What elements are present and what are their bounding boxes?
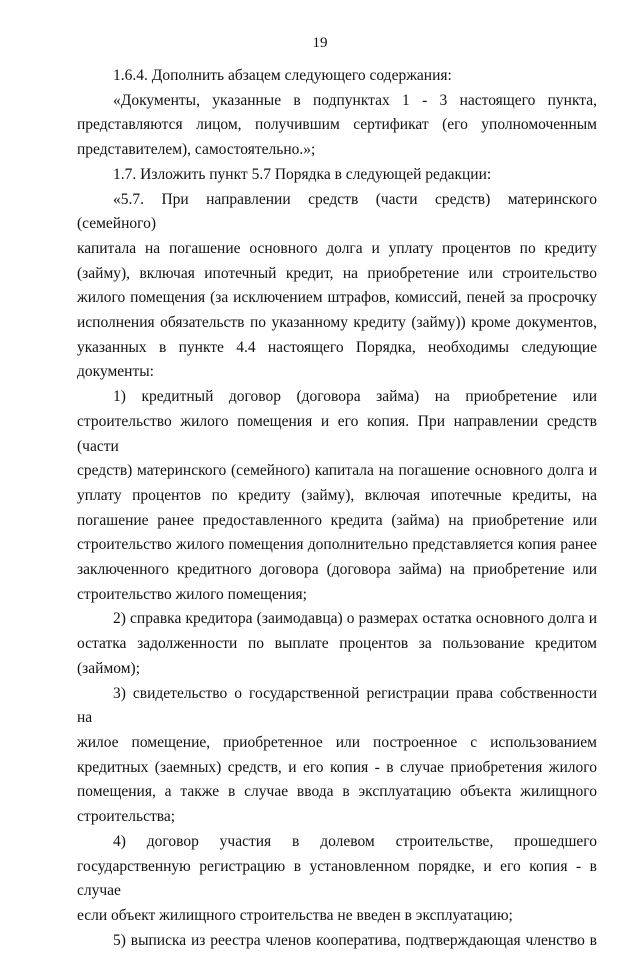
- paragraph: [77, 929, 597, 953]
- paragraph: [77, 89, 597, 163]
- paragraph-line: кредитных (заемных) средств, и его копия - в случае приобретения жилого: [77, 758, 597, 776]
- paragraph: [77, 163, 597, 188]
- paragraph-line: государственную регистрацию в установленном порядке, и его копия - в случае: [77, 857, 597, 900]
- paragraph-line: исполнения обязательств по указанному кредиту (займу)) кроме документов,: [77, 314, 597, 332]
- paragraph-line: 1.7. Изложить пункт 5.7 Порядка в следующей редакции:: [113, 165, 492, 183]
- paragraph-line: указанных в пункте 4.4 настоящего Порядка, необходимы следующие: [77, 338, 597, 356]
- paragraph: [77, 64, 597, 89]
- paragraph-line: строительство жилого помещения дополнительно представляется копия ранее: [77, 536, 597, 554]
- paragraph-line: жилого помещения (за исключением штрафов, комиссий, пеней за просрочку: [77, 289, 597, 307]
- paragraph-line: остатка задолженности по выплате процентов за пользование кредитом: [77, 635, 597, 653]
- paragraph-line: 1.6.4. Дополнить абзацем следующего содержания:: [113, 67, 452, 84]
- paragraph-line: если объект жилищного строительства не введен в эксплуатацию;: [77, 906, 513, 924]
- page-number: 19: [312, 35, 328, 51]
- paragraph-line: капитала на погашение основного долга и уплату процентов по кредиту: [77, 239, 597, 257]
- paragraph-line: представителем), самостоятельно.»;: [77, 141, 316, 159]
- paragraph: [77, 682, 597, 830]
- paragraph-line: (займом);: [77, 659, 140, 677]
- paragraph-line: помещения, а также в случае ввода в эксплуатацию объекта жилищного: [77, 783, 597, 801]
- paragraph-line: 5) выписка из реестра членов кооператива, подтверждающая членство в: [113, 931, 597, 949]
- paragraph: [77, 607, 597, 681]
- paragraph-line: строительство жилого помещения;: [77, 585, 307, 603]
- paragraph-line: документы:: [77, 363, 154, 381]
- paragraph-line: 3) свидетельство о государственной регистрации права собственности на: [77, 684, 597, 727]
- paragraph-line: строительство жилого помещения и его копия. При направлении средств (части: [77, 412, 597, 455]
- paragraph-line: представляются лицом, получившим сертификат (его уполномоченным: [77, 116, 597, 134]
- paragraph-line: «5.7. При направлении средств (части средств) материнского (семейного): [77, 190, 597, 233]
- paragraph-line: жилое помещение, приобретенное или построенное с использованием: [77, 733, 597, 751]
- paragraph-line: погашение ранее предоставленного кредита (займа) на приобретение или: [77, 511, 597, 529]
- paragraph-line: заключенного кредитного договора (договора займа) на приобретение или: [77, 561, 597, 579]
- paragraph-line: 1) кредитный договор (договора займа) на приобретение или: [113, 388, 597, 406]
- document-body: [77, 64, 597, 953]
- paragraph-line: 2) справка кредитора (заимодавца) о размерах остатка основного долга и: [113, 610, 597, 628]
- paragraph-line: строительства;: [77, 808, 176, 826]
- paragraph: [77, 188, 597, 386]
- paragraph-line: 4) договор участия в долевом строительстве, прошедшего: [113, 832, 597, 850]
- paragraph-line: (займу), включая ипотечный кредит, на приобретение или строительство: [77, 264, 597, 282]
- paragraph-line: «Документы, указанные в подпунктах 1 - 3 настоящего пункта,: [113, 91, 597, 109]
- paragraph-line: уплату процентов по кредиту (займу), включая ипотечные кредиты, на: [77, 486, 597, 504]
- paragraph-line: средств) материнского (семейного) капитала на погашение основного долга и: [77, 462, 597, 480]
- paragraph: [77, 385, 597, 607]
- paragraph: [77, 830, 597, 929]
